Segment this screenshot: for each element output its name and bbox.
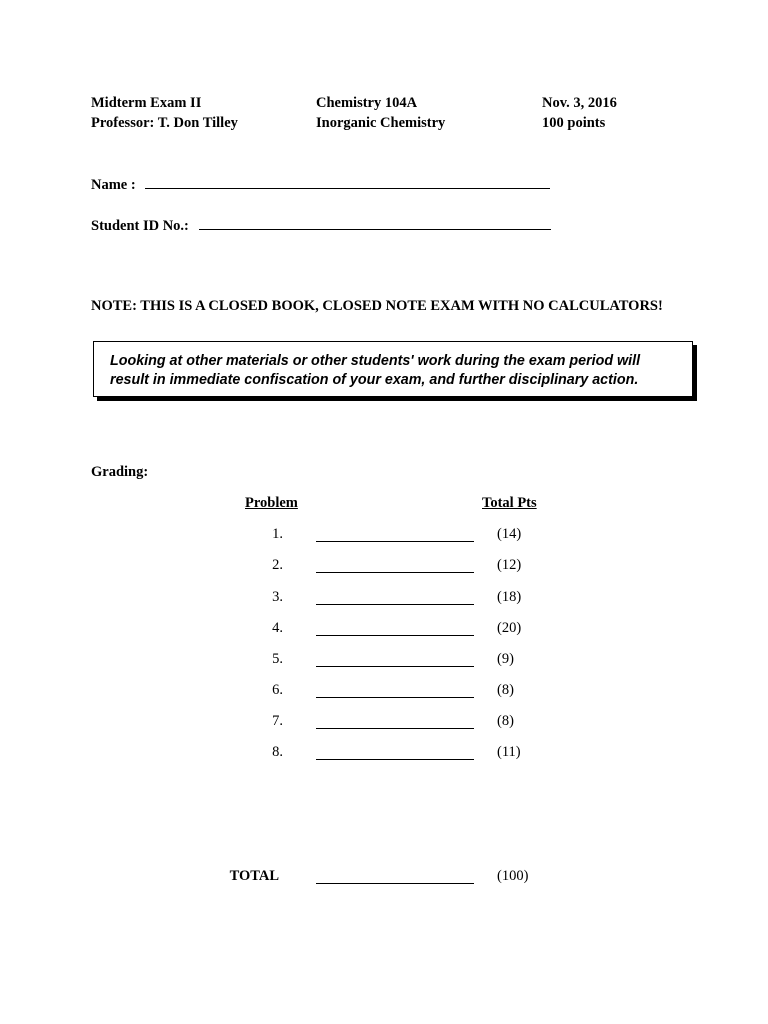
- grading-row: [0, 589, 768, 609]
- score-blank[interactable]: [316, 713, 474, 729]
- exam-note: NOTE: THIS IS A CLOSED BOOK, CLOSED NOTE EXAM WITH NO CALCULATORS!: [91, 298, 663, 314]
- score-blank[interactable]: [316, 589, 474, 605]
- name-field: [91, 176, 550, 194]
- score-blank[interactable]: [316, 557, 474, 573]
- problem-points: (8): [497, 713, 514, 729]
- total-label: TOTAL: [229, 868, 279, 884]
- problem-points: (14): [497, 526, 522, 542]
- problem-number: 4.: [272, 620, 283, 636]
- problem-number: 7.: [272, 713, 283, 729]
- problem-column-header: Problem: [245, 495, 298, 511]
- warning-box: [93, 341, 693, 397]
- course-number: Chemistry 104A: [316, 95, 418, 111]
- name-blank[interactable]: [145, 176, 550, 189]
- grading-row: [0, 651, 768, 671]
- exam-title: Midterm Exam II: [91, 95, 202, 111]
- grading-row: [0, 557, 768, 577]
- grading-row: [0, 682, 768, 702]
- problem-points: (8): [497, 682, 514, 698]
- total-pts-column-header: Total Pts: [482, 495, 537, 511]
- score-blank[interactable]: [316, 682, 474, 698]
- grading-row: [0, 744, 768, 764]
- problem-points: (18): [497, 589, 522, 605]
- course-name: Inorganic Chemistry: [316, 115, 446, 132]
- student-id-blank[interactable]: [199, 217, 551, 230]
- student-id-label: Student ID No.:: [91, 218, 189, 234]
- course-info: [316, 93, 445, 134]
- exam-points: 100 points: [542, 115, 606, 132]
- grading-label: Grading:: [91, 464, 149, 480]
- problem-points: (11): [497, 744, 521, 760]
- grading-row: [0, 620, 768, 640]
- date-info: [542, 93, 617, 134]
- name-label: Name :: [91, 177, 136, 193]
- total-points: (100): [497, 868, 529, 884]
- exam-date: Nov. 3, 2016: [542, 95, 617, 111]
- problem-points: (20): [497, 620, 522, 636]
- score-blank[interactable]: [316, 620, 474, 636]
- problem-points: (12): [497, 557, 522, 573]
- grading-row: [0, 713, 768, 733]
- problem-number: 3.: [272, 589, 283, 605]
- score-blank[interactable]: [316, 526, 474, 542]
- problem-number: 5.: [272, 651, 283, 667]
- total-row: [0, 868, 768, 888]
- grading-row: [0, 526, 768, 546]
- exam-info: [91, 93, 238, 134]
- score-blank[interactable]: [316, 651, 474, 667]
- student-id-field: [91, 217, 551, 235]
- score-blank[interactable]: [316, 744, 474, 760]
- problem-number: 8.: [272, 744, 283, 760]
- professor-name: Professor: T. Don Tilley: [91, 115, 238, 132]
- problem-points: (9): [497, 651, 514, 667]
- total-score-blank[interactable]: [316, 868, 474, 884]
- problem-number: 6.: [272, 682, 283, 698]
- warning-line-2: result in immediate confiscation of your exam, and further disciplinary action.: [110, 372, 639, 388]
- warning-line-1: Looking at other materials or other students' work during the exam period will: [110, 353, 641, 369]
- problem-number: 2.: [272, 557, 283, 573]
- problem-number: 1.: [272, 526, 283, 542]
